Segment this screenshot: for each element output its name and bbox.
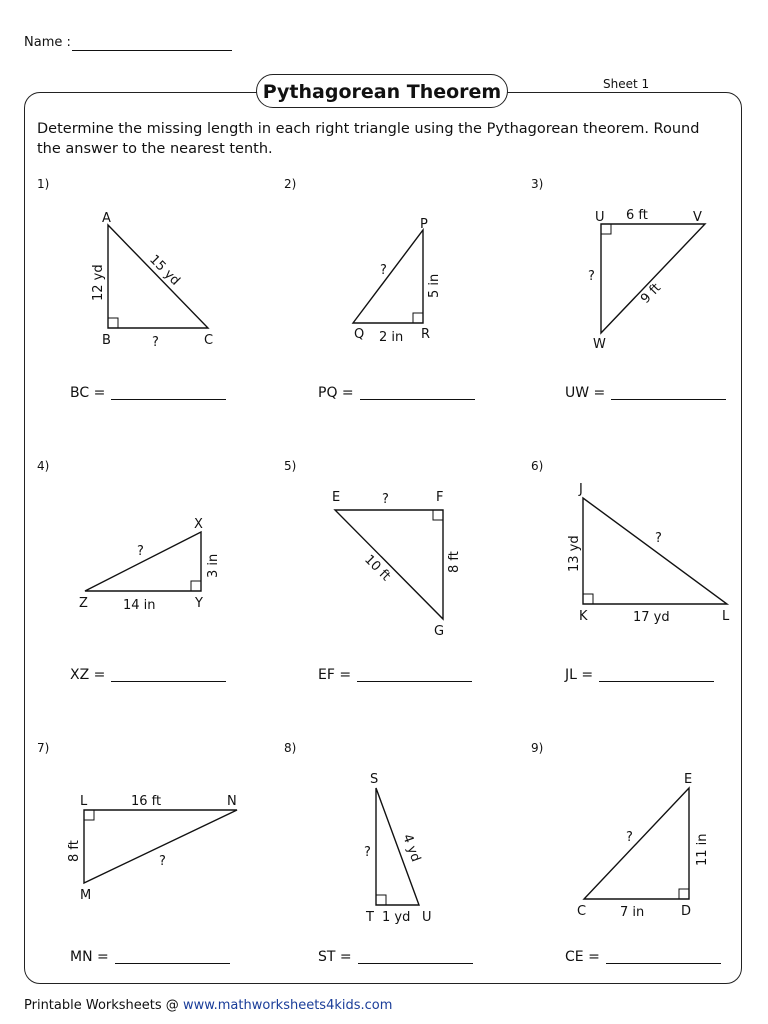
answer-row [318,385,475,401]
triangle-1 [60,200,260,360]
side-label: 5 in [427,273,442,298]
vertex-label: U [422,910,432,925]
answer-blank[interactable] [606,949,721,964]
triangle-4 [60,500,260,620]
name-label: Name : [24,35,71,50]
vertex-label: V [693,210,702,225]
side-label: 8 ft [447,551,462,573]
vertex-label: R [421,327,431,342]
vertex-label: P [420,217,428,232]
side-label: 10 ft [361,552,394,585]
problem-number: 4) [37,459,50,473]
side-label: 8 ft [67,840,82,862]
answer-label: JL = [565,667,594,683]
problem-number: 3) [531,177,544,191]
answer-blank[interactable] [357,667,472,682]
side-label: ? [626,830,633,845]
triangle-6 [560,480,760,640]
problem-number: 1) [37,177,50,191]
name-field[interactable] [72,50,232,51]
vertex-label: N [227,794,237,809]
footer [24,998,392,1013]
side-label: ? [364,845,371,860]
vertex-label: S [370,772,379,787]
vertex-label: Q [354,327,365,342]
side-label: 9 ft [638,280,665,307]
vertex-label: G [434,624,445,639]
answer-blank[interactable] [599,667,714,682]
vertex-label: W [593,337,606,352]
vertex-label: F [436,490,444,505]
problem-number: 9) [531,741,544,755]
answer-blank[interactable] [611,385,726,400]
vertex-label: L [722,609,730,624]
problem-number: 5) [284,459,297,473]
vertex-label: C [577,904,587,919]
side-label: 14 in [123,598,156,613]
vertex-label: Z [79,596,88,611]
answer-row [70,949,230,965]
answer-label: EF = [318,667,352,683]
problem-number: 6) [531,459,544,473]
side-label: 13 yd [567,535,582,572]
answer-label: XZ = [70,667,106,683]
instructions: Determine the missing length in each right triangle using the Pythagorean theorem. Round the answer to the nearest tenth. [37,121,700,157]
answer-row [565,949,721,965]
answer-row [318,949,473,965]
side-label: 17 yd [633,610,670,625]
side-label: 6 ft [626,208,648,223]
side-label: ? [152,335,159,350]
worksheet-title: Pythagorean Theorem [256,74,508,108]
vertex-label: M [80,888,92,903]
answer-label: CE = [565,949,600,965]
side-label: 2 in [379,330,404,345]
vertex-label: C [204,333,214,348]
footer-prefix: Printable Worksheets @ [24,998,179,1013]
answer-label: UW = [565,385,606,401]
side-label: 1 yd [382,910,411,925]
sheet-label: Sheet 1 [603,77,650,91]
answer-row [565,667,714,683]
triangle-7 [60,780,260,910]
answer-blank[interactable] [115,949,230,964]
triangle-2 [330,200,530,360]
answer-blank[interactable] [358,949,473,964]
side-label: ? [655,531,662,546]
vertex-label: U [595,210,605,225]
answer-row [70,385,226,401]
triangle-3 [580,200,768,360]
side-label: 12 yd [91,264,106,301]
answer-blank[interactable] [111,385,226,400]
vertex-label: E [684,772,693,787]
answer-label: BC = [70,385,106,401]
answer-label: PQ = [318,385,354,401]
answer-blank[interactable] [111,667,226,682]
vertex-label: E [332,490,341,505]
vertex-label: A [102,211,111,226]
vertex-label: D [681,904,692,919]
side-label: 3 in [206,553,221,578]
footer-link[interactable]: www.mathworksheets4kids.com [182,998,393,1013]
problem-number: 2) [284,177,297,191]
problem-number: 7) [37,741,50,755]
side-label: ? [159,854,166,869]
answer-blank[interactable] [360,385,475,400]
vertex-label: X [194,517,203,532]
vertex-label: B [102,333,111,348]
side-label: ? [588,269,595,284]
vertex-label: J [579,482,583,497]
answer-row [565,385,726,401]
side-label: ? [137,544,144,559]
triangle-8 [330,760,530,930]
answer-label: MN = [70,949,109,965]
triangle-5 [330,480,530,650]
triangle-9 [570,760,768,930]
vertex-label: K [579,609,588,624]
vertex-label: Y [195,596,203,611]
side-label: ? [380,263,387,278]
vertex-label: L [80,794,88,809]
side-label: 7 in [620,905,645,920]
side-label: ? [382,492,389,507]
answer-row [318,667,472,683]
side-label: 11 in [695,833,710,866]
problem-number: 8) [284,741,297,755]
side-label: 15 yd [146,252,183,289]
side-label: 16 ft [131,794,162,809]
answer-row [70,667,226,683]
answer-label: ST = [318,949,352,965]
vertex-label: T [366,910,374,925]
side-label: 4 yd [399,832,424,865]
